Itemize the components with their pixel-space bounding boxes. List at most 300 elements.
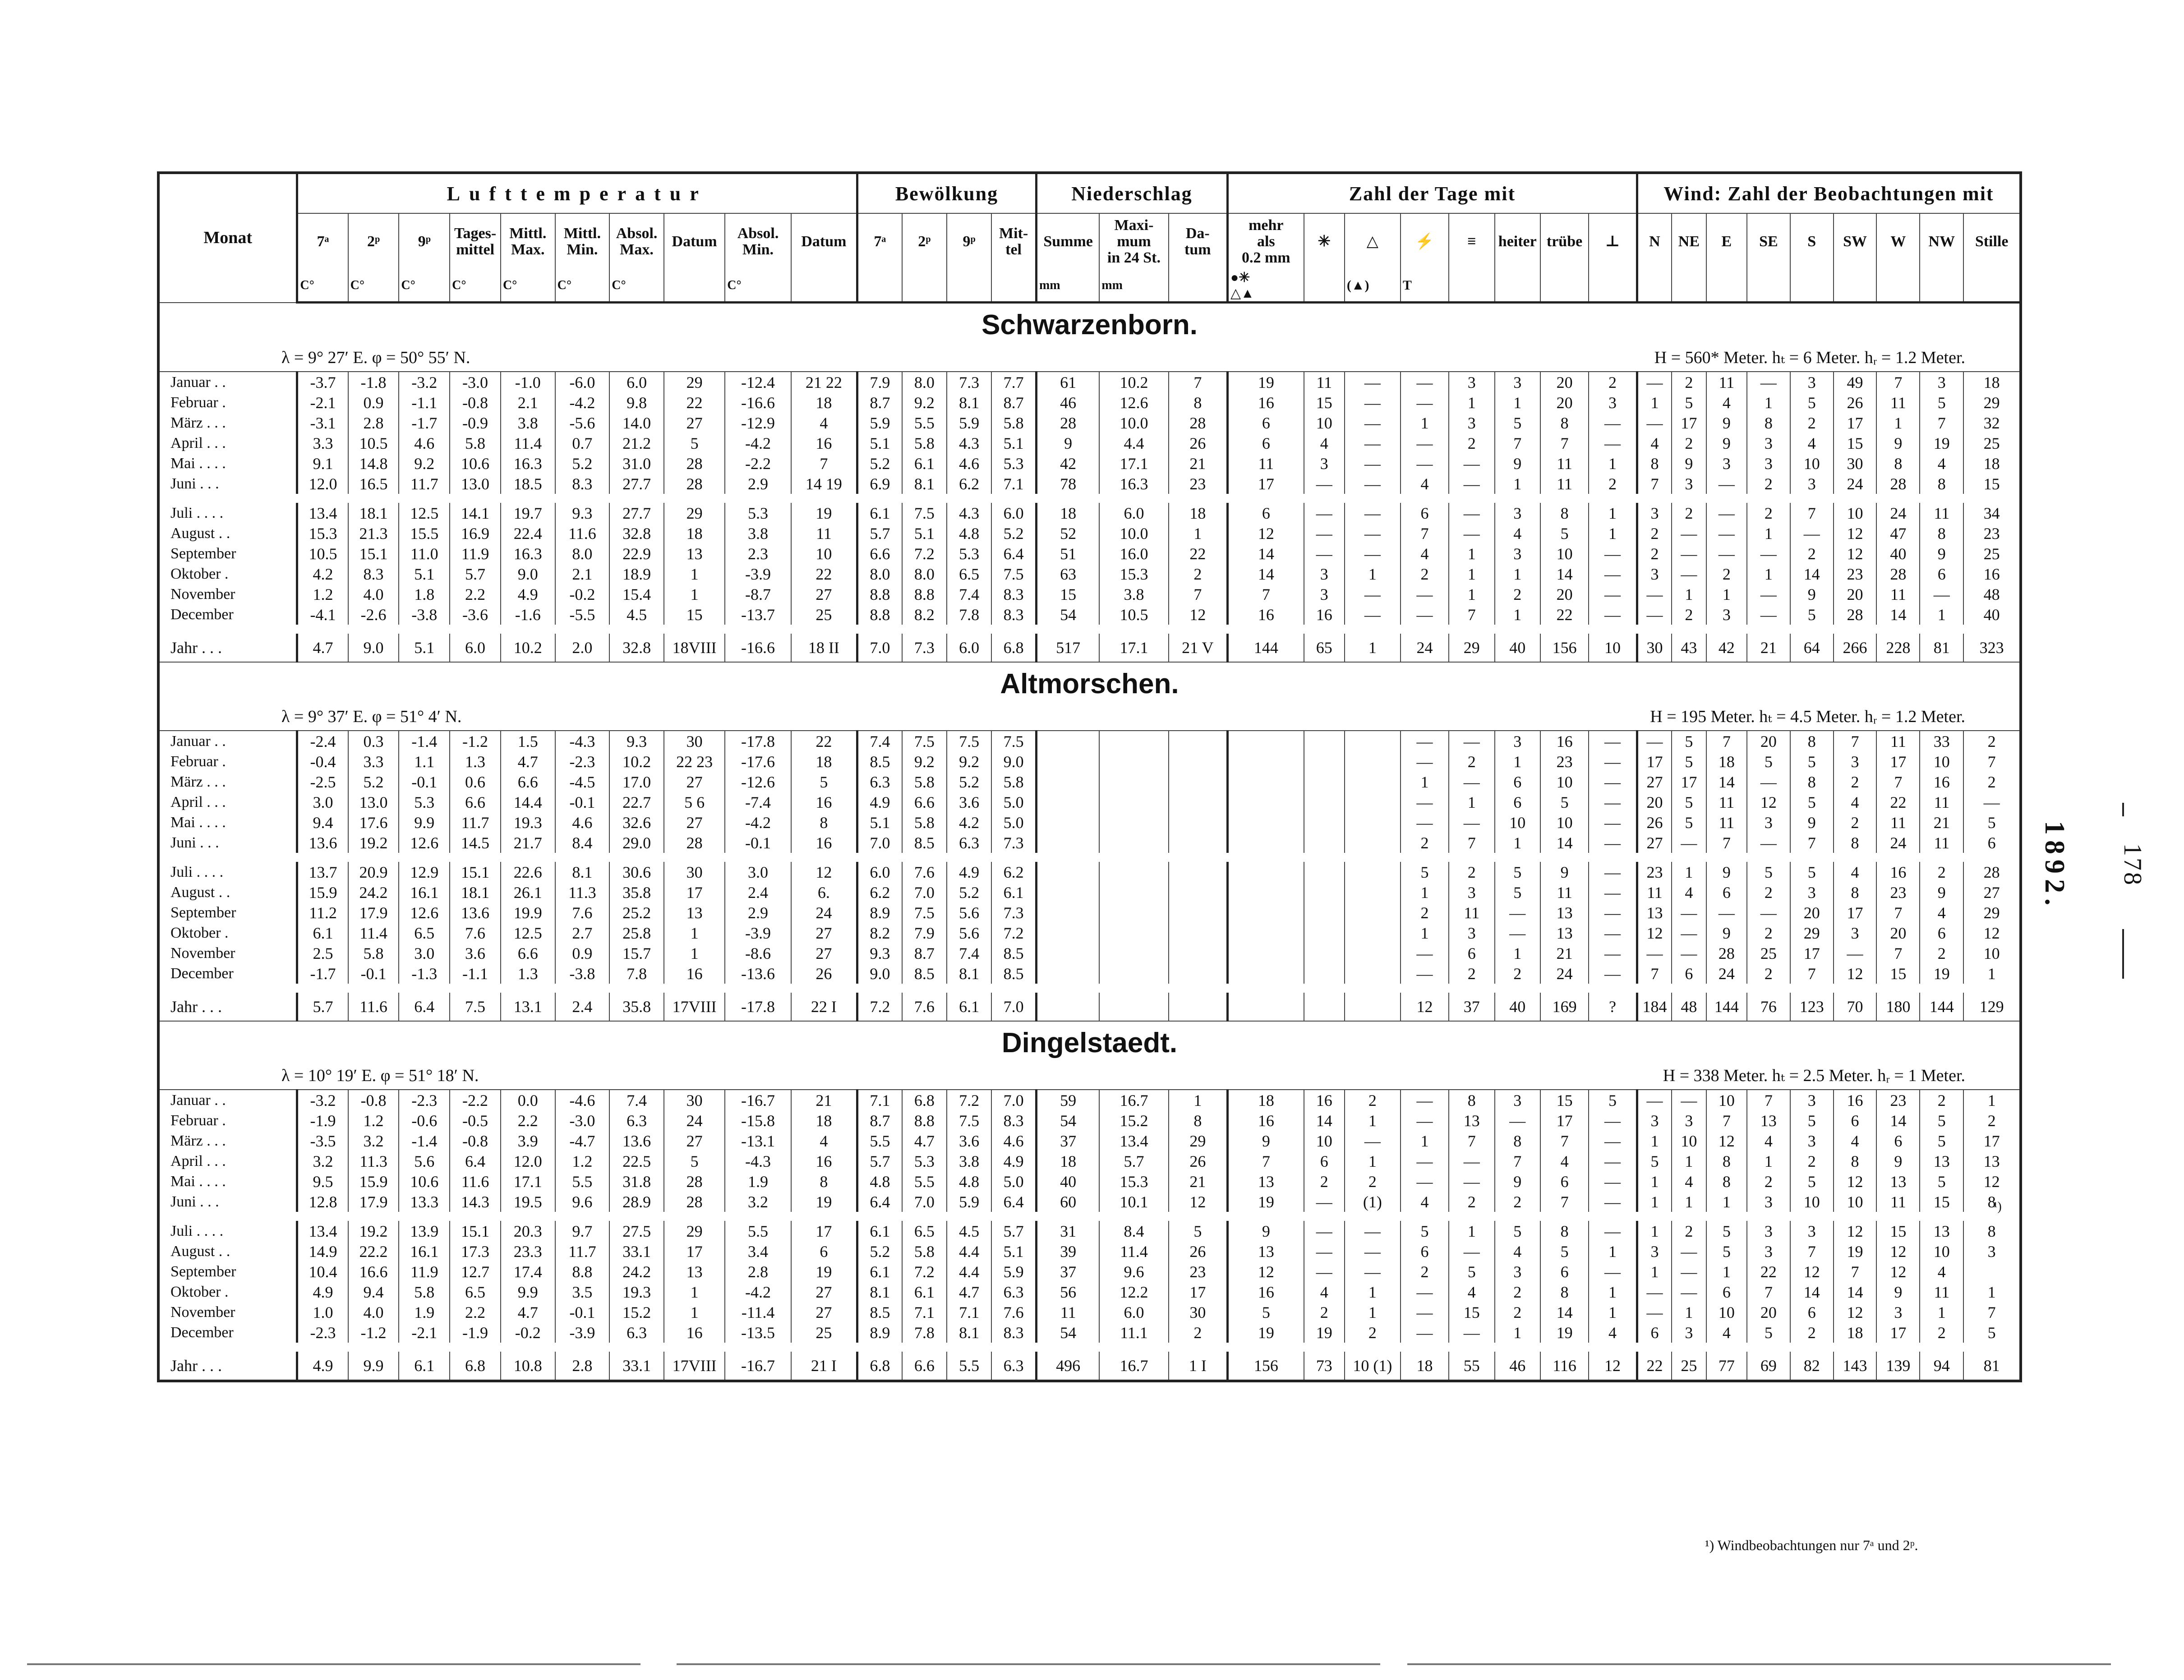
cell-t-8: -4.2 xyxy=(725,812,791,833)
cell-b-2: 3.6 xyxy=(947,1131,991,1151)
cell-t-2: -1.3 xyxy=(399,963,450,984)
cell-t-8: -12.9 xyxy=(725,413,791,433)
cell-d-2: (1) xyxy=(1345,1192,1401,1212)
row-gap-cell xyxy=(158,1212,2021,1221)
cell-d-1: 65 xyxy=(1304,634,1345,662)
cell-t-2: 5.1 xyxy=(399,634,450,662)
cell-d-5: 6 xyxy=(1495,792,1540,812)
cell-t-3: 0.6 xyxy=(450,772,501,792)
cell-n-0: 63 xyxy=(1036,564,1099,584)
cell-w-8: 1 xyxy=(1963,1090,2021,1110)
cell-b-0: 8.9 xyxy=(857,902,902,923)
cell-d-7: 1 xyxy=(1589,523,1637,543)
cell-b-3: 8.3 xyxy=(991,1322,1036,1343)
cell-n-0: 9 xyxy=(1036,433,1099,453)
cell-d-2: 1 xyxy=(1345,1282,1401,1302)
year-total-row xyxy=(158,1352,2021,1381)
footnote: ¹) Windbeobachtungen nur 7ᵃ und 2ᵖ. xyxy=(1705,1537,1918,1553)
cell-n-0: 78 xyxy=(1036,474,1099,494)
row-gap-cell xyxy=(158,1343,2021,1352)
cell-w-1: 2 xyxy=(1672,503,1706,523)
cell-t-7: 13 xyxy=(664,902,725,923)
cell-b-2: 5.2 xyxy=(947,772,991,792)
cell-t-5: -4.7 xyxy=(555,1131,610,1151)
nied_cols-col-0: Summe xyxy=(1036,213,1099,270)
cell-b-3: 7.6 xyxy=(991,1302,1036,1322)
cell-t-4: 13.1 xyxy=(501,993,555,1021)
cell-d-1: 16 xyxy=(1304,604,1345,625)
cell-t-8: -2.2 xyxy=(725,453,791,474)
cell-w-5: 12 xyxy=(1834,543,1877,564)
temp_cols-col-2: 9ᵖ xyxy=(399,213,450,270)
cell-w-2: 5 xyxy=(1706,1241,1747,1261)
page-edge-rule-left xyxy=(27,1663,640,1665)
cell-w-4: 5 xyxy=(1790,392,1834,413)
cell-w-8: 18 xyxy=(1963,453,2021,474)
cell-b-0: 8.0 xyxy=(857,564,902,584)
cell-t-5: 3.5 xyxy=(555,1282,610,1302)
cell-t-0: 12.8 xyxy=(297,1192,348,1212)
cell-b-0: 6.0 xyxy=(857,862,902,882)
table-row xyxy=(158,1302,2021,1322)
cell-w-2: 3 xyxy=(1706,604,1747,625)
wind_units-unit-7 xyxy=(1920,270,1963,303)
cell-t-6: 32.8 xyxy=(609,523,664,543)
cell-d-0: 6 xyxy=(1227,413,1304,433)
cell-t-8: -3.9 xyxy=(725,564,791,584)
table-row xyxy=(158,943,2021,963)
month-label: Juni . . . xyxy=(158,833,297,853)
cell-n-0: 52 xyxy=(1036,523,1099,543)
cell-t-3: 2.2 xyxy=(450,1302,501,1322)
nied_cols-col-1: Maxi- mum in 24 St. xyxy=(1099,213,1168,270)
cell-t-1: 11.4 xyxy=(348,923,399,943)
cell-t-3: -3.0 xyxy=(450,372,501,392)
cell-w-7: 11 xyxy=(1920,1282,1963,1302)
cell-n-2 xyxy=(1169,902,1228,923)
cell-t-9: 21 22 xyxy=(791,372,857,392)
cell-d-4: — xyxy=(1449,1322,1494,1343)
cell-t-9: 19 xyxy=(791,1192,857,1212)
cell-t-9: 18 xyxy=(791,751,857,772)
cell-d-0: 13 xyxy=(1227,1241,1304,1261)
cell-t-8: -17.8 xyxy=(725,993,791,1021)
cell-w-6: 8 xyxy=(1876,453,1920,474)
cell-t-1: 18.1 xyxy=(348,503,399,523)
cell-d-6: 11 xyxy=(1540,882,1589,902)
cell-n-2: 2 xyxy=(1169,564,1228,584)
cell-t-0: 9.4 xyxy=(297,812,348,833)
cell-w-2: 10 xyxy=(1706,1090,1747,1110)
month-label: Januar . . xyxy=(158,372,297,392)
cell-t-5: -4.3 xyxy=(555,731,610,751)
cell-w-8: 25 xyxy=(1963,543,2021,564)
cell-b-2: 7.5 xyxy=(947,731,991,751)
cell-b-2: 5.5 xyxy=(947,1352,991,1381)
cell-n-0: 37 xyxy=(1036,1261,1099,1282)
wind_units-unit-3 xyxy=(1747,270,1790,303)
station-heights: H = 195 Meter. hₜ = 4.5 Meter. hᵣ = 1.2 Meter. xyxy=(1650,707,1965,726)
cell-d-4: 8 xyxy=(1449,1090,1494,1110)
cell-d-4: 6 xyxy=(1449,943,1494,963)
cell-w-5: 4 xyxy=(1834,862,1877,882)
cell-w-2: 3 xyxy=(1706,453,1747,474)
nied_cols-col-2: Da- tum xyxy=(1169,213,1228,270)
cell-t-4: 20.3 xyxy=(501,1221,555,1241)
cell-b-0: 5.2 xyxy=(857,1241,902,1261)
cell-d-6: 17 xyxy=(1540,1110,1589,1131)
cell-d-0: 19 xyxy=(1227,372,1304,392)
cell-w-6: 7 xyxy=(1876,943,1920,963)
month-label: Februar . xyxy=(158,1110,297,1131)
bew_cols-col-1: 2ᵖ xyxy=(902,213,947,270)
cell-t-5: 2.4 xyxy=(555,993,610,1021)
group-header-zahl_tage: Zahl der Tage mit xyxy=(1227,173,1637,213)
tage_sub-unit-0: ●✳ △▲ xyxy=(1227,270,1304,303)
cell-n-0: 31 xyxy=(1036,1221,1099,1241)
cell-d-2: — xyxy=(1345,604,1401,625)
cell-t-2: 5.8 xyxy=(399,1282,450,1302)
cell-t-2: -2.1 xyxy=(399,1322,450,1343)
table-row xyxy=(158,372,2021,392)
cell-w-8: 3 xyxy=(1963,1241,2021,1261)
cell-d-1: 4 xyxy=(1304,433,1345,453)
cell-t-1: -1.2 xyxy=(348,1322,399,1343)
cell-d-5: 9 xyxy=(1495,453,1540,474)
temp_units-unit-4: C° xyxy=(501,270,555,303)
cell-d-0 xyxy=(1227,943,1304,963)
cell-w-3: 1 xyxy=(1747,392,1790,413)
year-total-row xyxy=(158,634,2021,662)
cell-t-4: 21.7 xyxy=(501,833,555,853)
temp_units-unit-7 xyxy=(664,270,725,303)
bew_cols-col-0: 7ᵃ xyxy=(857,213,902,270)
cell-t-5: 0.7 xyxy=(555,433,610,453)
cell-t-3: 2.2 xyxy=(450,584,501,604)
table-row xyxy=(158,772,2021,792)
cell-t-3: 7.5 xyxy=(450,993,501,1021)
cell-n-1: 4.4 xyxy=(1099,433,1168,453)
cell-t-4: 4.7 xyxy=(501,1302,555,1322)
cell-b-1: 6.6 xyxy=(902,792,947,812)
cell-n-1 xyxy=(1099,833,1168,853)
cell-w-2: 1 xyxy=(1706,584,1747,604)
tage_sub-unit-4 xyxy=(1449,270,1494,303)
cell-b-3: 5.9 xyxy=(991,1261,1036,1282)
cell-t-7: 17VIII xyxy=(664,993,725,1021)
cell-w-1: 9 xyxy=(1672,453,1706,474)
cell-t-6: 10.2 xyxy=(609,751,664,772)
cell-t-1: -2.6 xyxy=(348,604,399,625)
cell-d-4: 7 xyxy=(1449,604,1494,625)
cell-n-1 xyxy=(1099,993,1168,1021)
cell-t-7: 1 xyxy=(664,923,725,943)
cell-b-3: 5.1 xyxy=(991,433,1036,453)
cell-t-4: 1.3 xyxy=(501,963,555,984)
cell-t-3: -0.9 xyxy=(450,413,501,433)
cell-w-6: 7 xyxy=(1876,772,1920,792)
cell-n-0 xyxy=(1036,862,1099,882)
cell-w-0: — xyxy=(1637,372,1672,392)
cell-t-6: 31.8 xyxy=(609,1171,664,1192)
cell-w-6: 11 xyxy=(1876,812,1920,833)
cell-w-0: 30 xyxy=(1637,634,1672,662)
cell-w-4: 12 xyxy=(1790,1261,1834,1282)
cell-t-4: -0.2 xyxy=(501,1322,555,1343)
cell-w-3: 13 xyxy=(1747,1110,1790,1131)
cell-t-6: 6.3 xyxy=(609,1110,664,1131)
cell-d-0: 12 xyxy=(1227,1261,1304,1282)
station-name: Dingelstaedt. xyxy=(1001,1027,1178,1059)
cell-n-0 xyxy=(1036,751,1099,772)
month-label: September xyxy=(158,543,297,564)
cell-n-1: 13.4 xyxy=(1099,1131,1168,1151)
cell-t-3: 17.3 xyxy=(450,1241,501,1261)
cell-n-2: 22 xyxy=(1169,543,1228,564)
cell-t-7: 30 xyxy=(664,731,725,751)
cell-t-1: 0.3 xyxy=(348,731,399,751)
cell-w-3: 4 xyxy=(1747,1131,1790,1151)
cell-d-3: 1 xyxy=(1401,1131,1449,1151)
cell-d-2 xyxy=(1345,833,1401,853)
cell-d-1: — xyxy=(1304,503,1345,523)
cell-t-3: 11.7 xyxy=(450,812,501,833)
cell-w-7: 4 xyxy=(1920,1261,1963,1282)
cell-t-0: 13.4 xyxy=(297,1221,348,1241)
cell-d-1: 10 xyxy=(1304,1131,1345,1151)
month-label: August . . xyxy=(158,523,297,543)
cell-t-7: 17 xyxy=(664,1241,725,1261)
cell-d-0 xyxy=(1227,902,1304,923)
cell-d-4: — xyxy=(1449,523,1494,543)
tage_sub-unit-5 xyxy=(1495,270,1540,303)
cell-d-7: 5 xyxy=(1589,1090,1637,1110)
cell-b-3: 4.6 xyxy=(991,1131,1036,1151)
temp_cols-col-8: Absol. Min. xyxy=(725,213,791,270)
cell-b-1: 6.6 xyxy=(902,1352,947,1381)
cell-w-4: 10 xyxy=(1790,453,1834,474)
cell-t-1: 3.3 xyxy=(348,751,399,772)
cell-w-3: 1 xyxy=(1747,1151,1790,1171)
cell-t-1: 9.4 xyxy=(348,1282,399,1302)
cell-t-2: 12.6 xyxy=(399,902,450,923)
cell-n-1: 12.6 xyxy=(1099,392,1168,413)
cell-n-2: 17 xyxy=(1169,1282,1228,1302)
table-row xyxy=(158,833,2021,853)
cell-t-0: 1.2 xyxy=(297,584,348,604)
cell-w-7: 10 xyxy=(1920,751,1963,772)
cell-t-1: 5.8 xyxy=(348,943,399,963)
cell-d-0: 144 xyxy=(1227,634,1304,662)
bew_units-unit-0 xyxy=(857,270,902,303)
cell-d-1: 6 xyxy=(1304,1151,1345,1171)
cell-d-5: 5 xyxy=(1495,413,1540,433)
cell-w-6: 40 xyxy=(1876,543,1920,564)
cell-b-3: 5.0 xyxy=(991,792,1036,812)
cell-d-0 xyxy=(1227,862,1304,882)
cell-w-1: — xyxy=(1672,523,1706,543)
cell-d-4: — xyxy=(1449,474,1494,494)
cell-w-4: 7 xyxy=(1790,963,1834,984)
cell-d-6: 6 xyxy=(1540,1171,1589,1192)
cell-t-1: -1.8 xyxy=(348,372,399,392)
table-row xyxy=(158,564,2021,584)
cell-d-6: 156 xyxy=(1540,634,1589,662)
cell-n-0 xyxy=(1036,963,1099,984)
cell-d-0 xyxy=(1227,812,1304,833)
cell-b-3: 5.0 xyxy=(991,1171,1036,1192)
cell-t-8: 2.9 xyxy=(725,902,791,923)
cell-b-0: 8.7 xyxy=(857,1110,902,1131)
cell-w-3: — xyxy=(1747,833,1790,853)
cell-d-3: — xyxy=(1401,751,1449,772)
cell-d-6: 21 xyxy=(1540,943,1589,963)
cell-b-3: 8.3 xyxy=(991,604,1036,625)
cell-n-2: 1 xyxy=(1169,523,1228,543)
cell-w-7: 5 xyxy=(1920,1110,1963,1131)
wind_units-unit-0 xyxy=(1637,270,1672,303)
cell-d-6: 14 xyxy=(1540,833,1589,853)
cell-t-7: 1 xyxy=(664,943,725,963)
cell-d-1: — xyxy=(1304,523,1345,543)
cell-t-3: 18.1 xyxy=(450,882,501,902)
cell-w-6: 9 xyxy=(1876,1282,1920,1302)
month-label: Januar . . xyxy=(158,1090,297,1110)
cell-t-1: 19.2 xyxy=(348,1221,399,1241)
cell-d-0: 9 xyxy=(1227,1221,1304,1241)
cell-w-7: 5 xyxy=(1920,392,1963,413)
cell-w-6: 11 xyxy=(1876,584,1920,604)
cell-t-8: -13.7 xyxy=(725,604,791,625)
cell-w-6: 28 xyxy=(1876,474,1920,494)
cell-d-0: 14 xyxy=(1227,543,1304,564)
cell-t-3: 14.3 xyxy=(450,1192,501,1212)
cell-d-2: 10 (1) xyxy=(1345,1352,1401,1381)
cell-d-3: 4 xyxy=(1401,474,1449,494)
cell-t-9: 21 xyxy=(791,1090,857,1110)
cell-w-5: 2 xyxy=(1834,812,1877,833)
cell-t-0: 4.9 xyxy=(297,1282,348,1302)
cell-w-0: 23 xyxy=(1637,862,1672,882)
cell-w-8: 16 xyxy=(1963,564,2021,584)
cell-b-1: 8.8 xyxy=(902,1110,947,1131)
cell-w-0: — xyxy=(1637,413,1672,433)
cell-d-5: 3 xyxy=(1495,1090,1540,1110)
cell-t-5: 9.3 xyxy=(555,503,610,523)
cell-d-4: 11 xyxy=(1449,902,1494,923)
cell-d-1 xyxy=(1304,882,1345,902)
cell-w-1: 43 xyxy=(1672,634,1706,662)
cell-w-5: 4 xyxy=(1834,1131,1877,1151)
cell-t-3: 13.0 xyxy=(450,474,501,494)
cell-w-1: — xyxy=(1672,833,1706,853)
cell-d-5: 40 xyxy=(1495,993,1540,1021)
cell-w-2: 14 xyxy=(1706,772,1747,792)
cell-d-6: 8 xyxy=(1540,1282,1589,1302)
cell-b-0: 5.1 xyxy=(857,812,902,833)
cell-d-7: 10 xyxy=(1589,634,1637,662)
cell-t-9: 10 xyxy=(791,543,857,564)
cell-t-9: 18 xyxy=(791,1110,857,1131)
cell-t-5: -3.8 xyxy=(555,963,610,984)
cell-d-3: — xyxy=(1401,1110,1449,1131)
wind_cols-col-8: Stille xyxy=(1963,213,2021,270)
cell-w-8: 129 xyxy=(1963,993,2021,1021)
cell-w-5: 143 xyxy=(1834,1352,1877,1381)
cell-w-0: 5 xyxy=(1637,1151,1672,1171)
table-row xyxy=(158,1131,2021,1151)
cell-b-0: 7.4 xyxy=(857,731,902,751)
cell-t-8: -4.2 xyxy=(725,1282,791,1302)
cell-n-0: 61 xyxy=(1036,372,1099,392)
month-label: November xyxy=(158,943,297,963)
cell-w-3: — xyxy=(1747,372,1790,392)
cell-b-0: 8.7 xyxy=(857,392,902,413)
table-row xyxy=(158,474,2021,494)
cell-d-3: — xyxy=(1401,1151,1449,1171)
cell-t-4: 3.9 xyxy=(501,1131,555,1151)
cell-t-8: 2.9 xyxy=(725,474,791,494)
cell-t-8: -17.8 xyxy=(725,731,791,751)
cell-w-5: 12 xyxy=(1834,1221,1877,1241)
cell-d-6: 5 xyxy=(1540,792,1589,812)
cell-w-5: 266 xyxy=(1834,634,1877,662)
cell-b-1: 8.5 xyxy=(902,963,947,984)
cell-b-3: 7.2 xyxy=(991,923,1036,943)
cell-w-1: 1 xyxy=(1672,1192,1706,1212)
month-label: Februar . xyxy=(158,751,297,772)
cell-d-5: 2 xyxy=(1495,1282,1540,1302)
cell-n-1: 11.1 xyxy=(1099,1322,1168,1343)
cell-t-4: 18.5 xyxy=(501,474,555,494)
wind_cols-col-7: NW xyxy=(1920,213,1963,270)
cell-t-2: 16.1 xyxy=(399,1241,450,1261)
cell-d-3: 24 xyxy=(1401,634,1449,662)
cell-w-2: — xyxy=(1706,474,1747,494)
cell-w-4: 3 xyxy=(1790,372,1834,392)
cell-w-5: 8 xyxy=(1834,882,1877,902)
station-header xyxy=(158,303,2021,372)
cell-w-8: 5 xyxy=(1963,1322,2021,1343)
cell-d-4: 1 xyxy=(1449,584,1494,604)
cell-w-1: 10 xyxy=(1672,1131,1706,1151)
cell-t-2: -3.2 xyxy=(399,372,450,392)
cell-t-7: 18VIII xyxy=(664,634,725,662)
row-gap xyxy=(158,1212,2021,1221)
cell-n-2 xyxy=(1169,923,1228,943)
cell-d-2 xyxy=(1345,902,1401,923)
cell-d-7: — xyxy=(1589,1110,1637,1131)
cell-n-2: 7 xyxy=(1169,584,1228,604)
cell-w-8: 2 xyxy=(1963,772,2021,792)
cell-d-6: 6 xyxy=(1540,1261,1589,1282)
cell-n-2 xyxy=(1169,812,1228,833)
cell-n-1 xyxy=(1099,751,1168,772)
cell-b-1: 8.5 xyxy=(902,833,947,853)
cell-t-6: 31.0 xyxy=(609,453,664,474)
cell-t-9: 25 xyxy=(791,604,857,625)
cell-t-3: 6.5 xyxy=(450,1282,501,1302)
cell-w-1: 5 xyxy=(1672,731,1706,751)
cell-t-8: -7.4 xyxy=(725,792,791,812)
cell-d-5: 2 xyxy=(1495,1302,1540,1322)
cell-d-4: 2 xyxy=(1449,963,1494,984)
cell-d-5: 3 xyxy=(1495,1261,1540,1282)
cell-d-3: — xyxy=(1401,1322,1449,1343)
cell-d-7: — xyxy=(1589,1131,1637,1151)
cell-d-5: 1 xyxy=(1495,833,1540,853)
cell-n-0: 54 xyxy=(1036,1322,1099,1343)
